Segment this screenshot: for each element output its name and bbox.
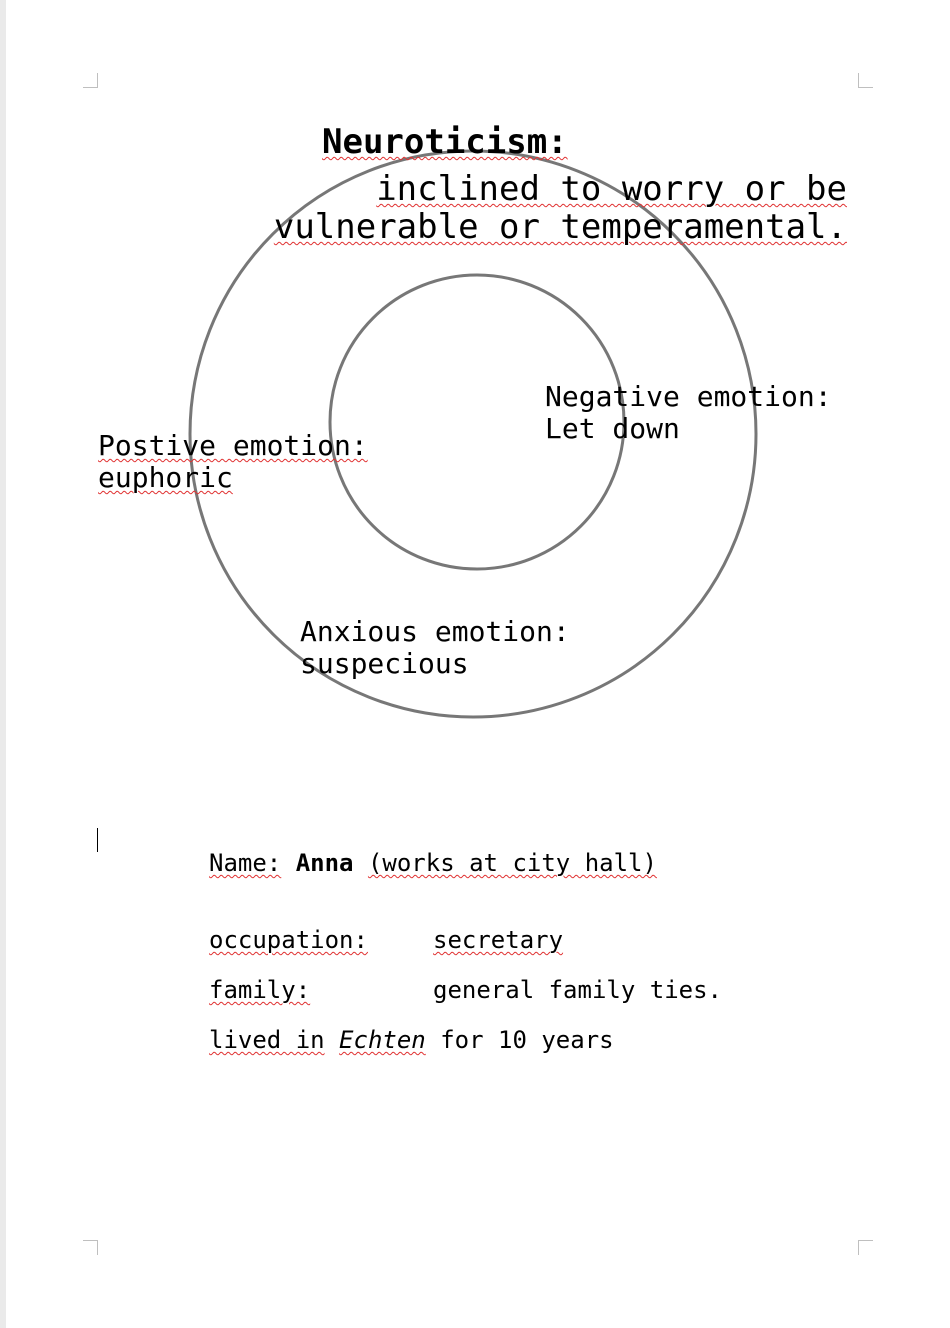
profile-name-line[interactable] <box>209 848 657 878</box>
negative-emotion-heading: Negative emotion: <box>545 380 832 413</box>
profile-occupation-line[interactable] <box>209 925 564 955</box>
positive-emotion-heading <box>98 430 368 462</box>
family-value: general family ties. <box>433 976 722 1004</box>
profile-lived-line[interactable] <box>209 1025 614 1055</box>
name-note: (works at city hall) <box>367 849 657 877</box>
positive-emotion-label <box>98 430 368 494</box>
negative-emotion-value: Let down <box>545 412 680 445</box>
occupation-value: secretary <box>433 926 564 954</box>
trait-description <box>274 170 847 246</box>
positive-emotion-value <box>98 462 368 494</box>
profile-family-line[interactable] <box>209 975 722 1005</box>
negative-emotion-label <box>545 381 832 445</box>
lived-place: Echten <box>339 1026 426 1054</box>
anxious-emotion-value: suspecious <box>300 647 469 680</box>
name-label: Name: <box>209 849 282 877</box>
family-label: family: <box>209 976 311 1004</box>
trait-description-line-2: vulnerable or temperamental. <box>273 207 847 247</box>
name-value: Anna <box>295 849 354 877</box>
positive-emotion-heading-text: Postive emotion: <box>98 429 368 462</box>
occupation-label: occupation: <box>209 926 368 954</box>
anxious-emotion-label <box>300 616 570 680</box>
anxious-emotion-heading: Anxious emotion: <box>300 615 570 648</box>
lived-prefix: lived in <box>209 1026 325 1054</box>
trait-description-line-1: inclined to worry or be <box>376 169 847 209</box>
text-cursor <box>97 828 98 852</box>
lived-suffix: for 10 years <box>440 1026 614 1054</box>
page-title: Neuroticism: <box>322 122 568 162</box>
positive-emotion-value-text: euphoric <box>98 461 233 494</box>
